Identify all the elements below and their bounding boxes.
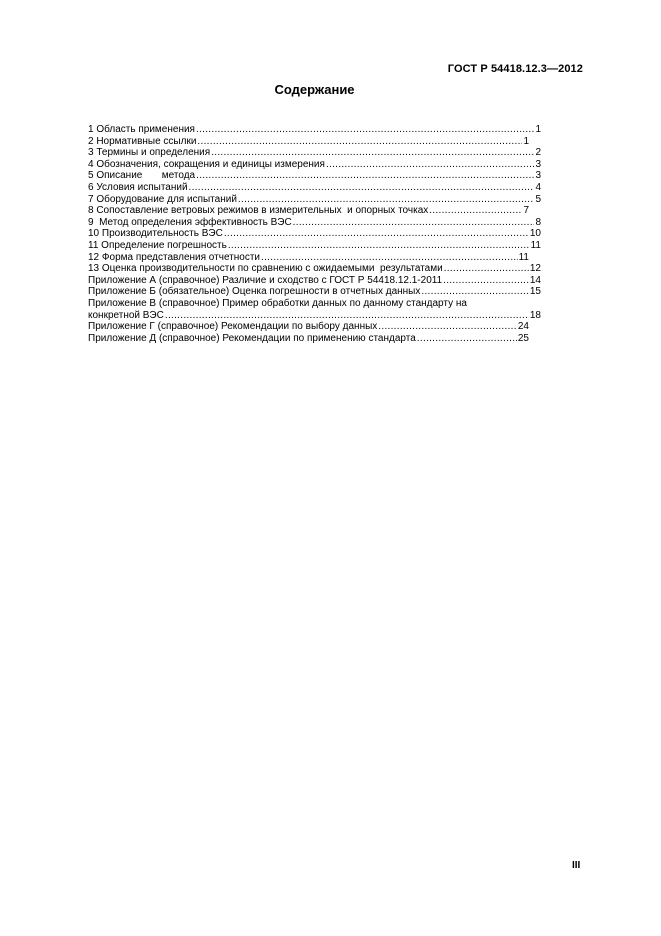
- toc-entry[interactable]: [88, 147, 541, 159]
- toc-entry-page: 11: [530, 239, 541, 251]
- toc-leader-dots: [224, 228, 529, 240]
- toc-entry-title: Приложение А (справочное) Различие и сходство с ГОСТ Р 54418.12.1-2011: [88, 274, 443, 286]
- toc-leader-dots: [196, 124, 534, 136]
- toc-entry-title: 10 Производительность ВЭС: [88, 228, 223, 240]
- toc-entry-page: 24: [517, 321, 529, 333]
- toc-entry-title: 13 Оценка производительности по сравнению с ожидаемыми результатами: [88, 263, 443, 275]
- toc-entry: [88, 310, 541, 322]
- toc-entry[interactable]: [88, 136, 529, 148]
- toc-entry-multiline[interactable]: [88, 298, 541, 321]
- toc-entry-title: 1 Область применения: [88, 124, 195, 135]
- table-of-contents: [88, 124, 541, 344]
- toc-entry[interactable]: [88, 159, 541, 171]
- toc-entry-page: 18: [529, 309, 541, 321]
- toc-entry[interactable]: [88, 124, 541, 136]
- toc-entry-page: 5: [535, 193, 541, 205]
- toc-leader-dots: [165, 310, 529, 322]
- toc-entry[interactable]: [88, 240, 541, 252]
- toc-leader-dots: [189, 182, 535, 194]
- toc-entry-page: 12: [529, 263, 541, 275]
- toc-leader-dots: [443, 275, 529, 287]
- toc-leader-dots: [429, 205, 522, 217]
- toc-entry-page: 10: [529, 228, 541, 240]
- toc-leader-dots: [261, 252, 518, 264]
- toc-entry-title: 2 Нормативные ссылки: [88, 135, 197, 147]
- toc-entry-title: 5 Описание метода: [88, 170, 196, 182]
- toc-entry[interactable]: [88, 286, 541, 298]
- toc-entry[interactable]: [88, 275, 541, 287]
- toc-entry[interactable]: [88, 252, 529, 264]
- toc-leader-dots: [378, 321, 517, 333]
- toc-entry-page: 3: [535, 170, 541, 182]
- toc-leader-dots: [197, 136, 522, 148]
- toc-entry-title: 7 Оборудование для испытаний: [88, 193, 237, 205]
- toc-entry[interactable]: [88, 170, 541, 182]
- toc-leader-dots: [228, 240, 530, 252]
- toc-entry-page: 3: [535, 158, 541, 170]
- toc-entry[interactable]: [88, 321, 529, 333]
- page-number: III: [572, 860, 581, 871]
- toc-entry-title: конкретной ВЭС: [88, 309, 164, 321]
- toc-entry-page: 2: [535, 147, 541, 159]
- toc-entry-page: 1: [535, 124, 541, 135]
- toc-entry-title: 6 Условия испытаний: [88, 181, 188, 193]
- toc-leader-dots: [293, 217, 535, 229]
- toc-entry[interactable]: [88, 194, 541, 206]
- toc-entry[interactable]: [88, 217, 541, 229]
- toc-entry-title: 4 Обозначения, сокращения и единицы измерения: [88, 158, 325, 170]
- toc-entry-title-line1: Приложение В (справочное) Пример обработки данных по данному стандарту на: [88, 297, 467, 309]
- page-title: Содержание: [274, 82, 355, 97]
- toc-entry-title: Приложение Д (справочное) Рекомендации по применению стандарта: [88, 332, 416, 344]
- toc-leader-dots: [196, 170, 534, 182]
- toc-entry[interactable]: [88, 333, 529, 345]
- document-code: ГОСТ Р 54418.12.3—2012: [447, 63, 583, 75]
- toc-entry-title: 11 Определение погрешность: [88, 239, 227, 251]
- toc-entry-page: 11: [518, 251, 529, 263]
- toc-entry-page: 1: [523, 135, 529, 147]
- toc-entry[interactable]: [88, 205, 529, 217]
- toc-entry-page: 15: [529, 286, 541, 298]
- toc-entry[interactable]: [88, 182, 541, 194]
- toc-entry-title: 3 Термины и определения: [88, 147, 211, 159]
- toc-entry-page: 14: [529, 274, 541, 286]
- toc-leader-dots: [421, 286, 529, 298]
- toc-entry-title: 8 Сопоставление ветровых режимов в измерительных и опорных точках: [88, 205, 429, 217]
- toc-entry[interactable]: [88, 228, 541, 240]
- toc-leader-dots: [326, 159, 535, 171]
- toc-leader-dots: [211, 147, 534, 159]
- toc-entry-page: 4: [535, 181, 541, 193]
- toc-entry-title: Приложение Г (справочное) Рекомендации по выбору данных: [88, 321, 378, 333]
- toc-entry-page: 7: [523, 205, 529, 217]
- toc-entry-title: 9 Метод определения эффективность ВЭС: [88, 216, 292, 228]
- toc-entry-page: 25: [517, 332, 529, 344]
- toc-entry[interactable]: [88, 263, 541, 275]
- toc-entry-page: 8: [535, 216, 541, 228]
- toc-entry-title: 12 Форма представления отчетности: [88, 251, 260, 263]
- toc-leader-dots: [238, 194, 535, 206]
- toc-leader-dots: [417, 333, 517, 345]
- toc-entry-title: Приложение Б (обязательное) Оценка погрешности в отчетных данных: [88, 286, 421, 298]
- toc-leader-dots: [444, 263, 529, 275]
